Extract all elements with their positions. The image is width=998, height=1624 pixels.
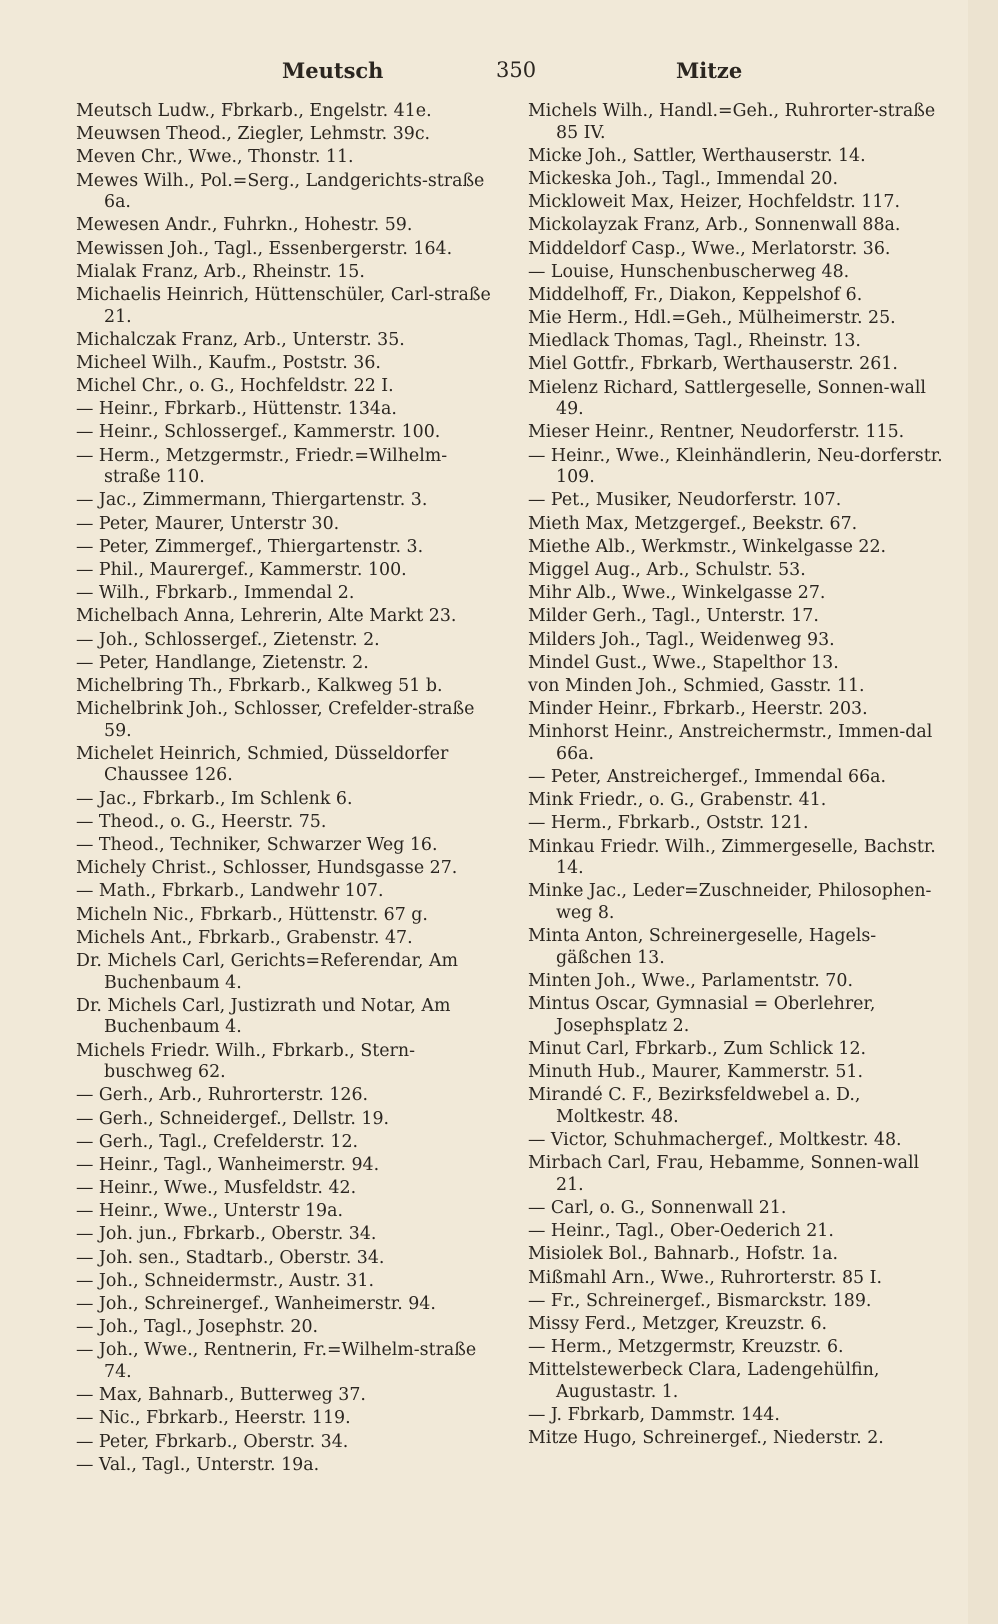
directory-entry: Mieth Max, Metzgergef., Beekstr. 67.: [528, 513, 858, 534]
directory-entry: Mie Herm., Hdl.=Geh., Mülheimerstr. 25.: [528, 308, 896, 329]
directory-entry: Mißmahl Arn., Wwe., Ruhrorterstr. 85 I.: [528, 1267, 883, 1288]
directory-entry: Missy Ferd., Metzger, Kreuzstr. 6.: [528, 1314, 828, 1334]
directory-entry: Micheln Nic., Fbrkarb., Hüttenstr. 67 g.: [76, 904, 428, 925]
page-header: [76, 58, 952, 92]
directory-entry: — Joh., Wwe., Rentnerin, Fr.=Wilhelm-straße 74.: [76, 1340, 477, 1382]
left-column: [76, 101, 496, 1478]
directory-entry: — Peter, Zimmergef., Thiergartenstr. 3.: [76, 536, 424, 557]
directory-entry: — Wilh., Fbrkarb., Immendal 2.: [76, 583, 355, 604]
directory-entry: Meuwsen Theod., Ziegler, Lehmstr. 39c.: [76, 124, 431, 145]
directory-entry: Meven Chr., Wwe., Thonstr. 11.: [76, 147, 354, 168]
directory-entry: Michels Wilh., Handl.=Geh., Ruhrorter-straße 85 IV.: [528, 101, 936, 143]
directory-entry: — Gerh., Tagl., Crefelderstr. 12.: [76, 1131, 359, 1152]
directory-entry: Minhorst Heinr., Anstreichermstr., Immen-dal 66a.: [528, 722, 933, 764]
directory-entry: Mirandé C. F., Bezirksfeldwebel a. D., Moltkestr. 48.: [528, 1085, 861, 1127]
directory-entry: Mickolayzak Franz, Arb., Sonnenwall 88a.: [528, 215, 901, 236]
directory-entry: Mintus Oscar, Gymnasial = Oberlehrer, Josephsplatz 2.: [528, 994, 876, 1036]
directory-entry: — Jac., Fbrkarb., Im Schlenk 6.: [76, 788, 353, 809]
directory-entry: Milders Joh., Tagl., Weidenweg 93.: [528, 629, 835, 650]
directory-entry: Miggel Aug., Arb., Schulstr. 53.: [528, 559, 806, 580]
directory-entry: — Heinr., Wwe., Unterstr 19a.: [76, 1201, 343, 1222]
directory-entry: — Carl, o. G., Sonnenwall 21.: [528, 1198, 787, 1219]
directory-entry: Michelet Heinrich, Schmied, Düsseldorfer Chaussee 126.: [76, 743, 449, 786]
directory-entry: Middelhoff, Fr., Diakon, Keppelshof 6.: [528, 284, 863, 305]
directory-entry: Michelbach Anna, Lehrerin, Alte Markt 23.: [76, 606, 457, 627]
page-number: 350: [496, 58, 537, 82]
directory-entry: Minten Joh., Wwe., Parlamentstr. 70.: [528, 970, 853, 991]
directory-entry: Minke Jac., Leder=Zuschneider, Philosophen-weg 8.: [528, 881, 932, 923]
directory-entry: Micheel Wilh., Kaufm., Poststr. 36.: [76, 352, 381, 373]
directory-entry: Michelbrink Joh., Schlosser, Crefelder-straße 59.: [76, 699, 475, 741]
directory-entry: Miel Gottfr., Fbrkarb, Werthauserstr. 261.: [528, 354, 898, 375]
directory-entry: — Pet., Musiker, Neudorferstr. 107.: [528, 490, 842, 511]
directory-entry: Mittelstewerbeck Clara, Ladengehülfin, Augustastr. 1.: [528, 1360, 880, 1402]
directory-entry: — Val., Tagl., Unterstr. 19a.: [76, 1454, 320, 1475]
directory-entry: Michels Ant., Fbrkarb., Grabenstr. 47.: [76, 927, 413, 948]
directory-entry: Minut Carl, Fbrkarb., Zum Schlick 12.: [528, 1038, 867, 1059]
directory-entry: Mielenz Richard, Sattlergeselle, Sonnen-wall 49.: [528, 377, 926, 420]
directory-entry: — J. Fbrkarb, Dammstr. 144.: [528, 1405, 780, 1426]
directory-entry: — Heinr., Tagl., Wanheimerstr. 94.: [76, 1154, 380, 1175]
directory-entry: Mitze Hugo, Schreinergef., Niederstr. 2.: [528, 1428, 884, 1449]
directory-entry: Michely Christ., Schlosser, Hundsgasse 27.: [76, 858, 458, 879]
directory-entry: — Joh. jun., Fbrkarb., Oberstr. 34.: [76, 1224, 377, 1245]
directory-entry: — Theod., Techniker, Schwarzer Weg 16.: [76, 835, 438, 856]
directory-entry: Michalczak Franz, Arb., Unterstr. 35.: [76, 329, 405, 350]
directory-entry: Michel Chr., o. G., Hochfeldstr. 22 I.: [76, 376, 394, 397]
directory-entry: — Heinr., Fbrkarb., Hüttenstr. 134a.: [76, 399, 397, 420]
directory-entry: Mihr Alb., Wwe., Winkelgasse 27.: [528, 583, 826, 604]
directory-entry: — Gerh., Schneidergef., Dellstr. 19.: [76, 1108, 390, 1129]
directory-entry: — Gerh., Arb., Ruhrorterstr. 126.: [76, 1085, 369, 1106]
directory-entry: Minkau Friedr. Wilh., Zimmergeselle, Bachstr. 14.: [528, 836, 936, 879]
directory-entry: Michaelis Heinrich, Hüttenschüler, Carl-straße 21.: [76, 284, 491, 327]
directory-entry: — Louise, Hunschenbuscherweg 48.: [528, 261, 850, 282]
directory-entry: Meutsch Ludw., Fbrkarb., Engelstr. 41e.: [76, 101, 432, 121]
directory-entry: Minuth Hub., Maurer, Kammerstr. 51.: [528, 1062, 863, 1083]
directory-entry: — Herm., Metzgermstr, Kreuzstr. 6.: [528, 1337, 844, 1358]
directory-entry: von Minden Joh., Schmied, Gasstr. 11.: [528, 675, 865, 696]
directory-entry: Minta Anton, Schreinergeselle, Hagels-gäßchen 13.: [528, 926, 877, 968]
directory-entry: Mewissen Joh., Tagl., Essenbergerstr. 164.: [76, 238, 453, 259]
directory-entry: — Math., Fbrkarb., Landwehr 107.: [76, 881, 384, 902]
directory-entry: — Joh., Tagl., Josephstr. 20.: [76, 1317, 319, 1338]
directory-entry: — Herm., Metzgermstr., Friedr.=Wilhelm-straße 110.: [76, 445, 448, 488]
header-right-keyword: Mitze: [676, 58, 743, 83]
directory-entry: — Jac., Zimmermann, Thiergartenstr. 3.: [76, 490, 428, 511]
directory-entry: Michels Friedr. Wilh., Fbrkarb., Stern-buschweg 62.: [76, 1040, 415, 1083]
directory-entry: — Theod., o. G., Heerstr. 75.: [76, 811, 327, 832]
directory-entry: Mewes Wilh., Pol.=Serg., Landgerichts-straße 6a.: [76, 170, 485, 213]
directory-entry: — Peter, Anstreichergef., Immendal 66a.: [528, 767, 887, 788]
directory-entry: Misiolek Bol., Bahnarb., Hofstr. 1a.: [528, 1244, 838, 1265]
directory-entry: Mindel Gust., Wwe., Stapelthor 13.: [528, 652, 839, 673]
directory-entry: — Joh., Schneidermstr., Austr. 31.: [76, 1270, 374, 1291]
right-column: [528, 101, 948, 1452]
directory-entry: — Nic., Fbrkarb., Heerstr. 119.: [76, 1408, 351, 1429]
directory-entry: Dr. Michels Carl, Gerichts=Referendar, Am Buchenbaum 4.: [76, 950, 459, 993]
directory-entry: Mickeska Joh., Tagl., Immendal 20.: [528, 168, 839, 189]
directory-entry: — Joh. sen., Stadtarb., Oberstr. 34.: [76, 1247, 385, 1268]
directory-entry: Milder Gerh., Tagl., Unterstr. 17.: [528, 606, 819, 627]
directory-entry: Mewesen Andr., Fuhrkn., Hohestr. 59.: [76, 215, 413, 236]
directory-entry: — Max, Bahnarb., Butterweg 37.: [76, 1385, 366, 1406]
directory-entry: Dr. Michels Carl, Justizrath und Notar, Am Buchenbaum 4.: [76, 995, 451, 1038]
header-left-keyword: Meutsch: [282, 58, 384, 83]
directory-entry: — Phil., Maurergef., Kammerstr. 100.: [76, 559, 407, 580]
directory-entry: Mieser Heinr., Rentner, Neudorferstr. 115.: [528, 422, 905, 443]
directory-entry: — Joh., Schlossergef., Zietenstr. 2.: [76, 629, 380, 650]
directory-entry: Middeldorf Casp., Wwe., Merlatorstr. 36.: [528, 238, 891, 259]
directory-entry: — Heinr., Wwe., Musfeldstr. 42.: [76, 1178, 357, 1199]
directory-entry: — Peter, Handlange, Zietenstr. 2.: [76, 652, 369, 673]
directory-entry: Mirbach Carl, Frau, Hebamme, Sonnen-wall 21.: [528, 1153, 920, 1195]
directory-entry: Micke Joh., Sattler, Werthauserstr. 14.: [528, 145, 866, 166]
directory-entry: — Heinr., Wwe., Kleinhändlerin, Neu-dorferstr. 109.: [528, 445, 943, 488]
directory-entry: Michelbring Th., Fbrkarb., Kalkweg 51 b.: [76, 675, 443, 696]
directory-entry: — Peter, Maurer, Unterstr 30.: [76, 513, 340, 534]
directory-entry: Miedlack Thomas, Tagl., Rheinstr. 13.: [528, 331, 861, 352]
directory-entry: Minder Heinr., Fbrkarb., Heerstr. 203.: [528, 699, 868, 720]
directory-entry: — Joh., Schreinergef., Wanheimerstr. 94.: [76, 1294, 436, 1314]
directory-entry: Mickloweit Max, Heizer, Hochfeldstr. 117.: [528, 192, 900, 213]
directory-entry: Miethe Alb., Werkmstr., Winkelgasse 22.: [528, 536, 887, 557]
directory-entry: — Victor, Schuhmachergef., Moltkestr. 48.: [528, 1130, 902, 1151]
directory-entry: Mialak Franz, Arb., Rheinstr. 15.: [76, 261, 365, 282]
directory-entry: — Heinr., Schlossergef., Kammerstr. 100.: [76, 422, 441, 443]
directory-entry: — Peter, Fbrkarb., Oberstr. 34.: [76, 1431, 349, 1452]
directory-entry: — Heinr., Tagl., Ober-Oederich 21.: [528, 1221, 834, 1242]
directory-entry: Mink Friedr., o. G., Grabenstr. 41.: [528, 790, 827, 811]
directory-entry: — Fr., Schreinergef., Bismarckstr. 189.: [528, 1290, 872, 1311]
directory-entry: — Herm., Fbrkarb., Oststr. 121.: [528, 813, 809, 834]
